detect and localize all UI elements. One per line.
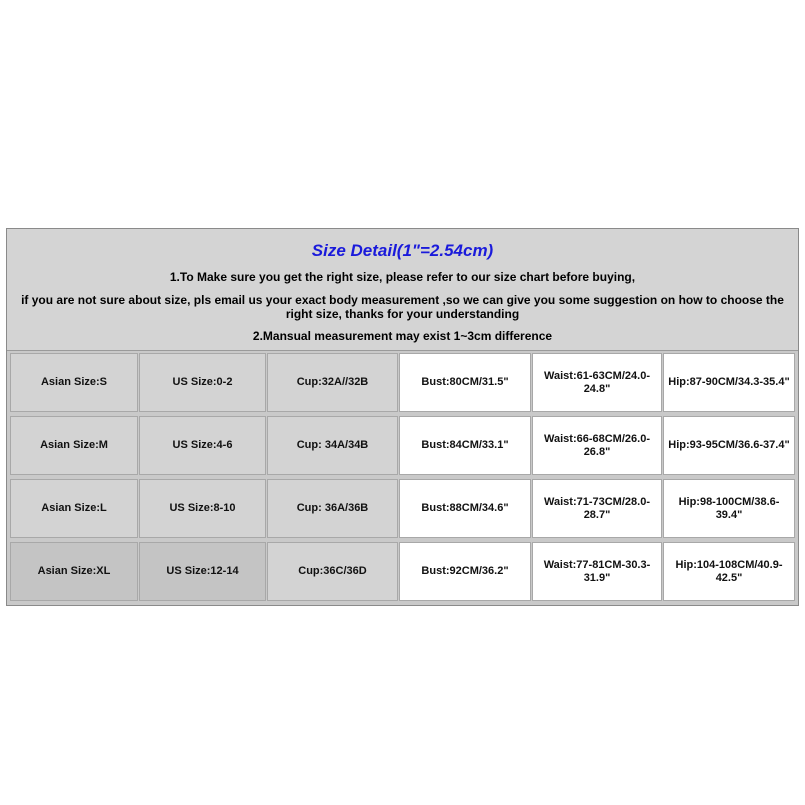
size-chart-table — [6, 228, 799, 606]
us-size-cell: US Size:4-6 — [139, 416, 266, 475]
table-row-xl — [7, 540, 798, 603]
us-size-cell: US Size:8-10 — [139, 479, 266, 538]
cup-cell: Cup:32A//32B — [267, 353, 398, 412]
bust-cell: Bust:84CM/33.1" — [399, 416, 531, 475]
hip-cell: Hip:93-95CM/36.6-37.4" — [663, 416, 795, 475]
asian-size-cell: Asian Size:M — [10, 416, 138, 475]
table-row-l — [7, 477, 798, 540]
asian-size-cell: Asian Size:S — [10, 353, 138, 412]
hip-cell: Hip:87-90CM/34.3-35.4" — [663, 353, 795, 412]
hip-cell: Hip:104-108CM/40.9-42.5" — [663, 542, 795, 601]
waist-cell: Waist:71-73CM/28.0-28.7" — [532, 479, 662, 538]
asian-size-cell: Asian Size:L — [10, 479, 138, 538]
instruction-line-1: 1.To Make sure you get the right size, please refer to our size chart before buying, — [169, 270, 636, 284]
us-size-cell: US Size:0-2 — [139, 353, 266, 412]
size-chart-title: Size Detail(1"=2.54cm) — [311, 241, 494, 260]
size-chart-header — [7, 229, 798, 351]
asian-size-cell: Asian Size:XL — [10, 542, 138, 601]
instruction-line-3: 2.Mansual measurement may exist 1~3cm difference — [252, 329, 553, 343]
cup-cell: Cup: 36A/36B — [267, 479, 398, 538]
bust-cell: Bust:88CM/34.6" — [399, 479, 531, 538]
bust-cell: Bust:80CM/31.5" — [399, 353, 531, 412]
waist-cell: Waist:61-63CM/24.0-24.8" — [532, 353, 662, 412]
us-size-cell: US Size:12-14 — [139, 542, 266, 601]
bust-cell: Bust:92CM/36.2" — [399, 542, 531, 601]
instruction-line-2: if you are not sure about size, pls email us your exact body measurement ,so we can give you some suggestion on how to choose the right size, thanks for your understanding — [21, 293, 784, 321]
hip-cell: Hip:98-100CM/38.6-39.4" — [663, 479, 795, 538]
waist-cell: Waist:66-68CM/26.0-26.8" — [532, 416, 662, 475]
table-row-s — [7, 351, 798, 414]
cup-cell: Cup: 34A/34B — [267, 416, 398, 475]
table-row-m — [7, 414, 798, 477]
cup-cell: Cup:36C/36D — [267, 542, 398, 601]
waist-cell: Waist:77-81CM-30.3-31.9" — [532, 542, 662, 601]
